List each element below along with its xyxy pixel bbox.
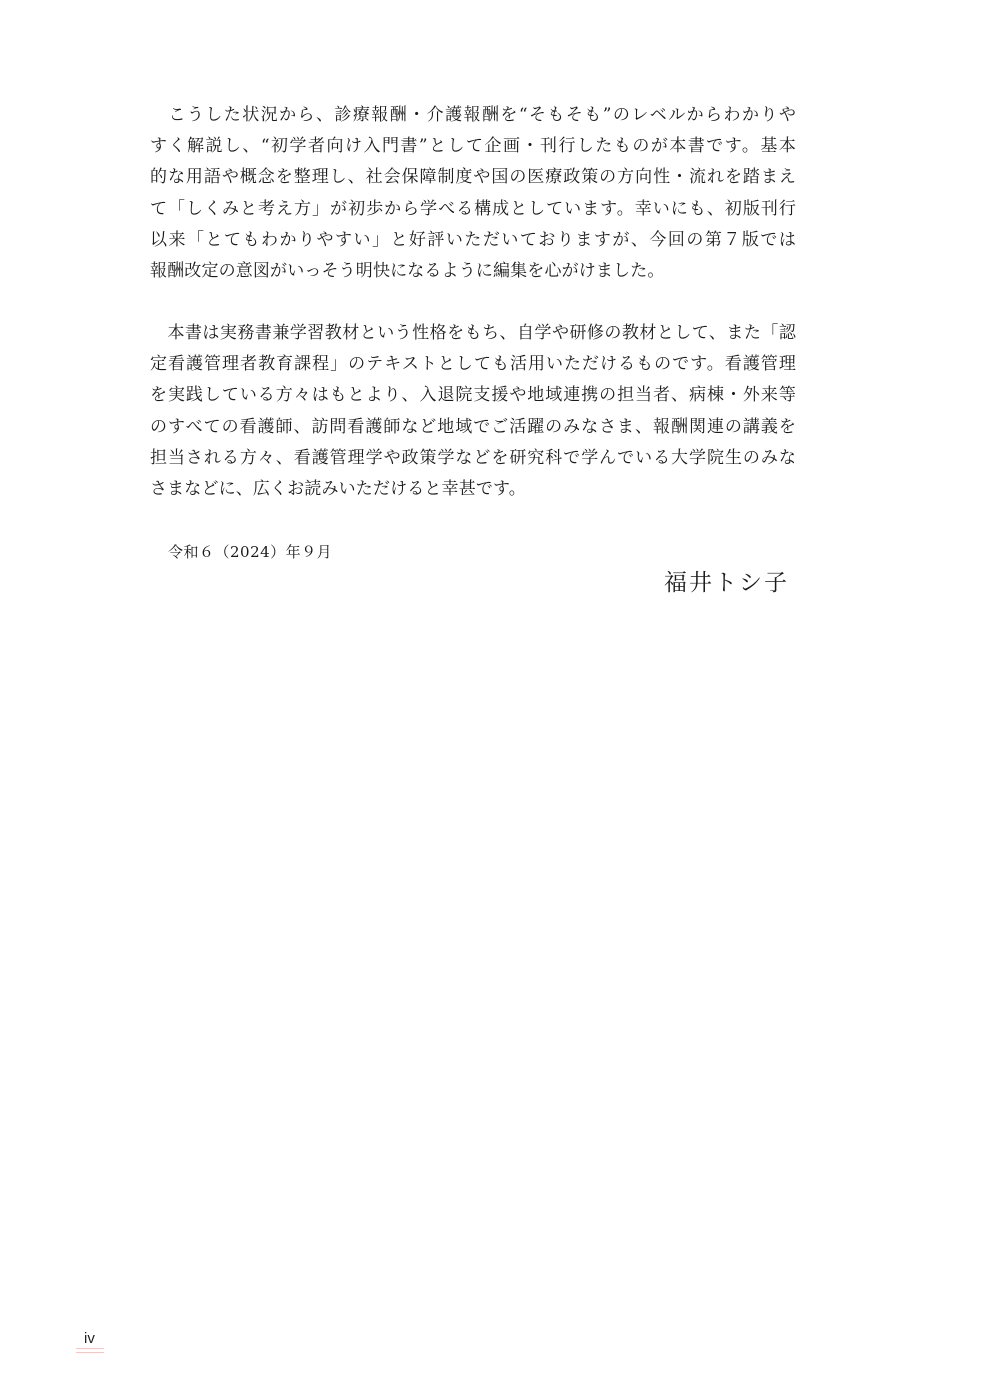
preface-paragraph-1 [150, 100, 796, 287]
text-line: 担当される方々、看護管理学や政策学などを研究科で学んでいる大学院生のみな [150, 447, 796, 468]
page-number: iv [84, 1330, 95, 1347]
author-signature: 福井トシ子 [664, 570, 789, 596]
text-line: 報酬改定の意図がいっそう明快になるように編集を心がけました。 [150, 261, 665, 282]
text-line: 定看護管理者教育課程」のテキストとしても活用いただけるものです。看護管理 [150, 354, 796, 375]
text-line: さまなどに、広くお読みいただけると幸甚です。 [150, 479, 526, 500]
preface-paragraph-2 [150, 318, 796, 505]
page-number-underline [76, 1348, 104, 1353]
text-line: 本書は実務書兼学習教材という性格をもち、自学や研修の教材として、また「認 [150, 323, 796, 343]
text-line: のすべての看護師、訪問看護師など地域でご活躍のみなさま、報酬関連の講義を [150, 416, 796, 437]
text-line: こうした状況から、診療報酬・介護報酬を“そもそも”のレベルからわかりや [150, 105, 796, 125]
text-line: て「しくみと考え方」が初歩から学べる構成としています。幸いにも、初版刊行 [150, 198, 796, 219]
text-line: 的な用語や概念を整理し、社会保障制度や国の医療政策の方向性・流れを踏まえ [150, 167, 796, 188]
preface-date: 令和６（2024）年９月 [168, 543, 333, 561]
text-line: を実践している方々はもとより、入退院支援や地域連携の担当者、病棟・外来等 [150, 385, 796, 406]
text-line: 以来「とてもわかりやすい」と好評いただいておりますが、今回の第７版では [150, 229, 796, 250]
text-line: すく解説し、“初学者向け入門書”として企画・刊行したものが本書です。基本 [150, 136, 796, 157]
